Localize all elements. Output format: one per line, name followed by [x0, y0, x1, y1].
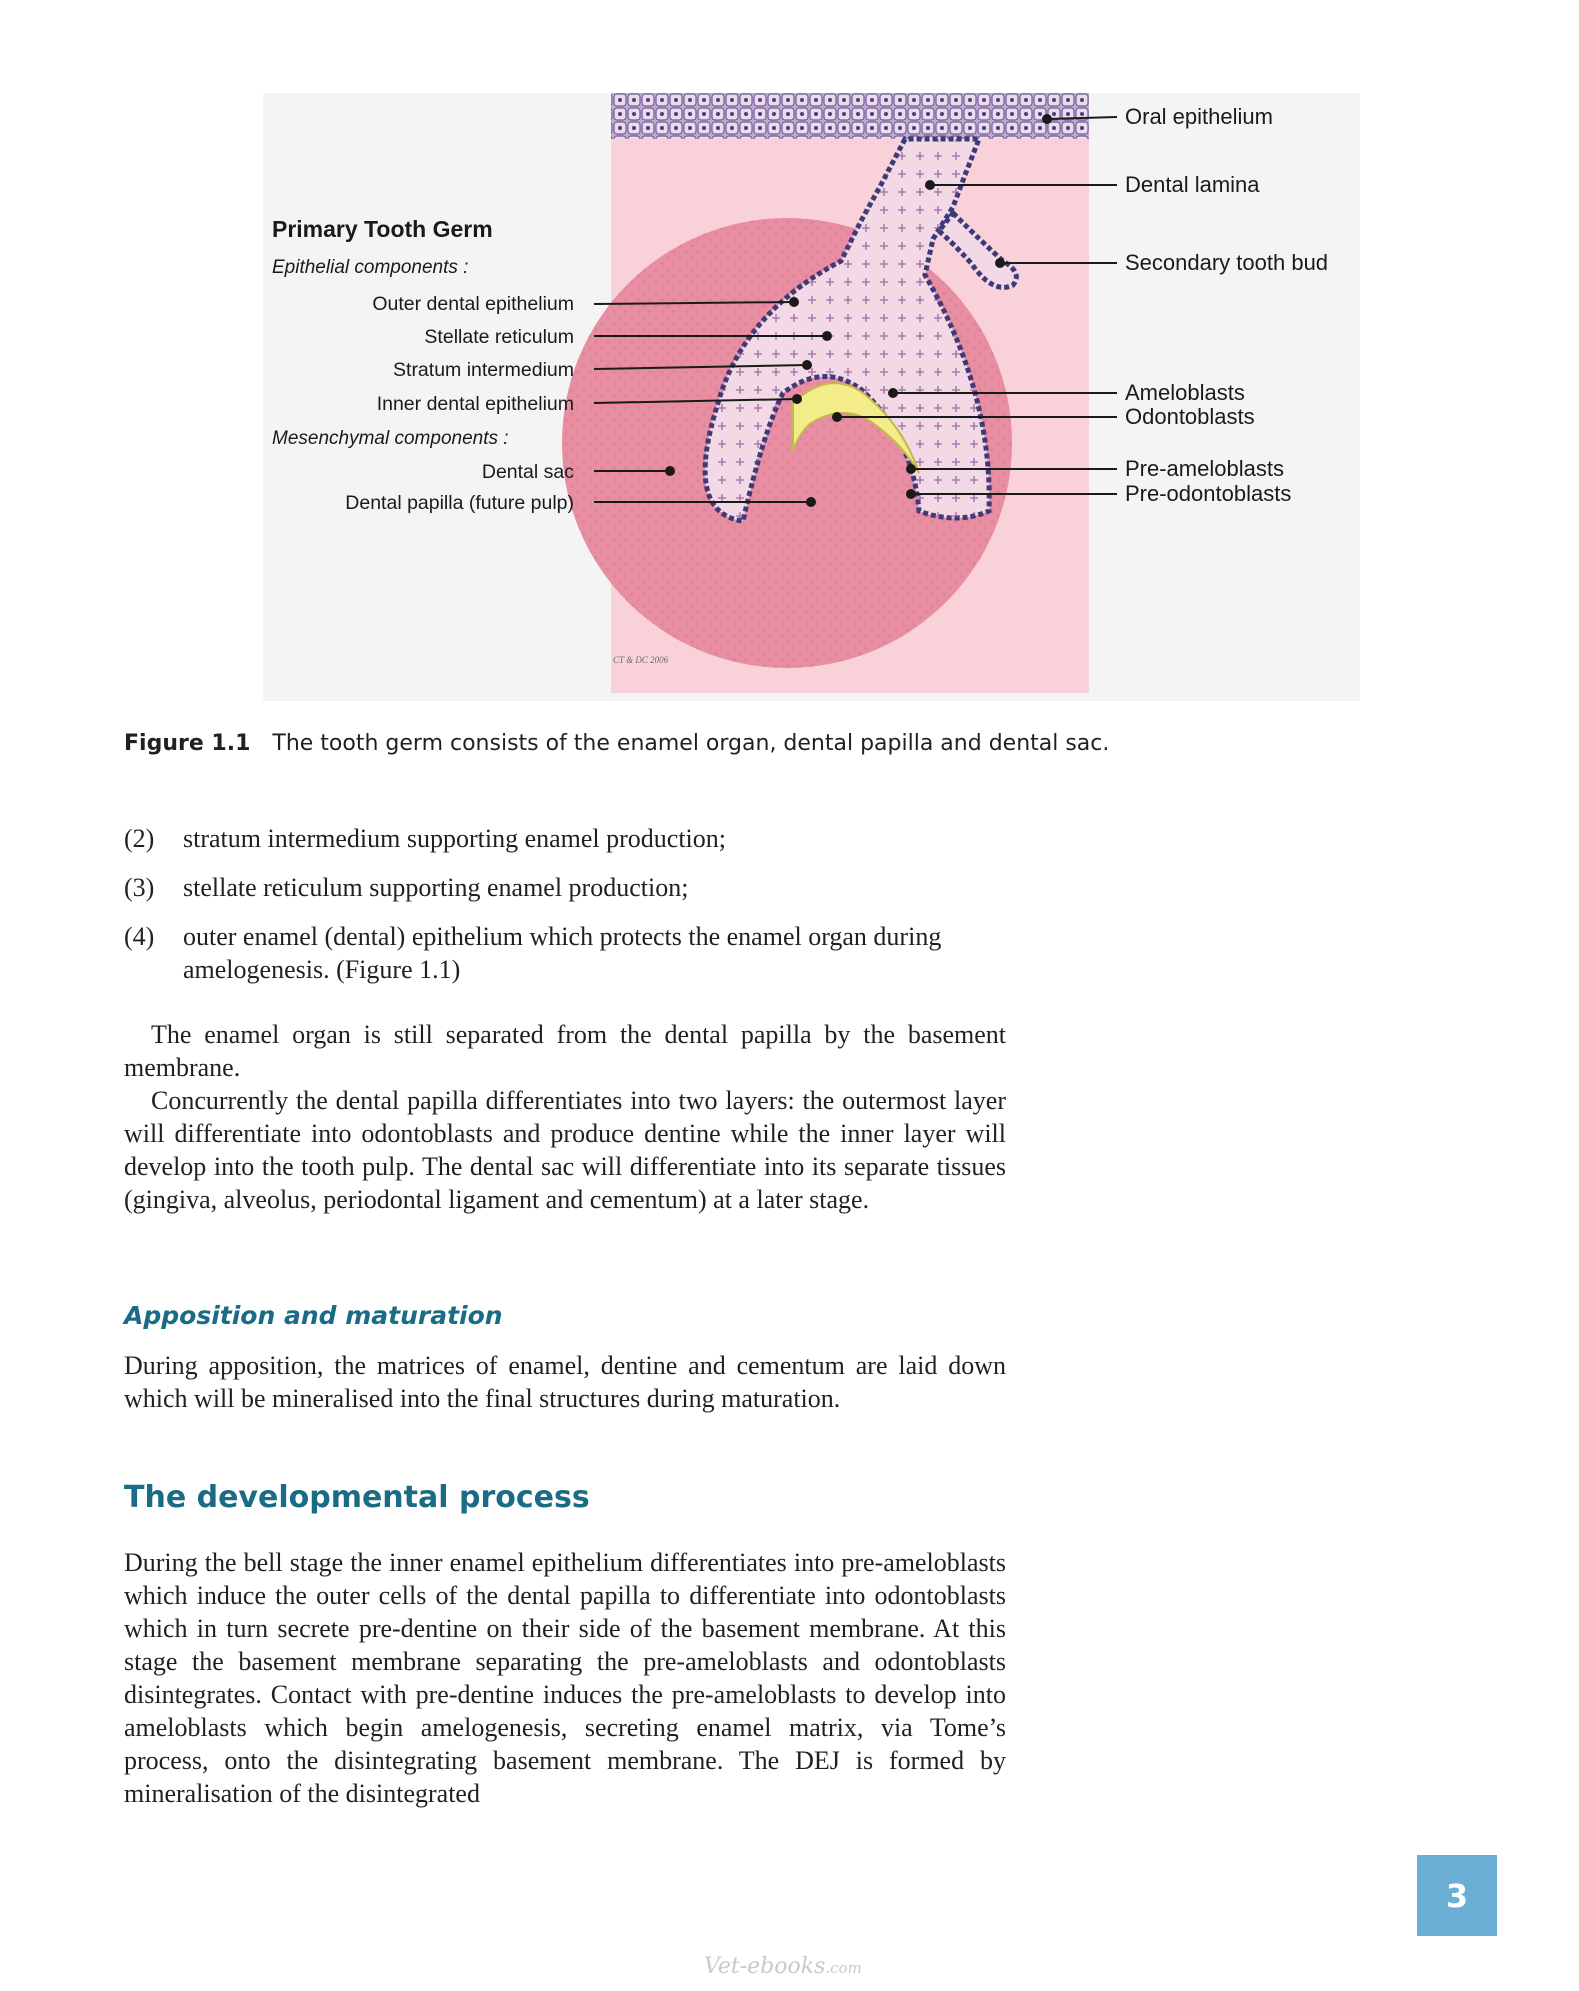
list-item-text: outer enamel (dental) epithelium which protects the enamel organ during amelogenesis. (Figure 1.1)	[183, 922, 942, 984]
paragraph-dental-papilla: Concurrently the dental papilla differentiates into two layers: the outermost layer will differentiate into odontoblasts and produce dentine while the inner layer will develop into the tooth pulp. The dental sac will differentiate into its separate tissues (gingiva, alveolus, periodontal ligament and cementum) at a later stage.	[124, 1086, 1006, 1214]
list-item-number: (3)	[124, 873, 155, 902]
figure-credit: CT & DC 2006	[613, 655, 669, 665]
figure-caption	[124, 731, 1124, 756]
watermark-suffix: .com	[825, 1959, 862, 1977]
figure-title: Primary Tooth Germ	[272, 216, 493, 242]
label-stellate-reticulum: Stellate reticulum	[424, 326, 574, 348]
oral-epithelium-band	[611, 93, 1089, 139]
label-oral-epithelium: Oral epithelium	[1125, 104, 1273, 129]
label-dental-sac: Dental sac	[481, 461, 574, 483]
paragraph-developmental-process: During the bell stage the inner enamel epithelium differentiates into pre-ameloblasts which induce the outer cells of the dental papilla to differentiate into odontoblasts which in turn secrete pre-dentine on their side of the basement membrane. At this stage the basement membrane separating the pre-ameloblasts and odontoblasts disintegrates. Contact with pre-dentine induces the pre-ameloblasts to develop into ameloblasts which begin amelogenesis, secreting enamel matrix, via Tome’s process, onto the disintegrating basement membrane. The DEJ is formed by mineralisation of the disintegrated	[124, 1548, 1006, 1808]
page-number: 3	[1417, 1855, 1497, 1936]
label-dental-papilla: Dental papilla (future pulp)	[345, 492, 574, 514]
subheading-apposition: Apposition and maturation	[124, 1301, 503, 1330]
label-inner-dental-epithelium: Inner dental epithelium	[376, 393, 574, 415]
list-item-number: (2)	[124, 824, 155, 853]
watermark-main: Vet-ebooks	[704, 1954, 826, 1979]
epithelial-heading: Epithelial components :	[272, 257, 469, 278]
paragraph-apposition: During apposition, the matrices of enamel, dentine and cementum are laid down which will be mineralised into the final structures during maturation.	[124, 1351, 1006, 1413]
label-stratum-intermedium: Stratum intermedium	[393, 359, 574, 381]
section-heading: The developmental process	[124, 1480, 590, 1515]
label-pre-odontoblasts: Pre-odontoblasts	[1125, 481, 1292, 506]
label-odontoblasts: Odontoblasts	[1125, 404, 1255, 429]
label-ameloblasts: Ameloblasts	[1125, 380, 1245, 405]
label-outer-dental-epithelium: Outer dental epithelium	[372, 293, 574, 315]
list-item-number: (4)	[124, 922, 155, 951]
label-secondary-tooth-bud: Secondary tooth bud	[1125, 250, 1329, 275]
mesenchymal-heading: Mesenchymal components :	[272, 428, 509, 449]
paragraph-basement-membrane: The enamel organ is still separated from the dental papilla by the basement membrane.	[124, 1020, 1006, 1082]
tooth-germ-figure	[263, 93, 1360, 701]
figure-caption-text: The tooth germ consists of the enamel organ, dental papilla and dental sac.	[272, 731, 1110, 756]
list-item-text: stratum intermedium supporting enamel production;	[183, 824, 727, 853]
figure-caption-label: Figure 1.1	[124, 731, 251, 756]
label-pre-ameloblasts: Pre-ameloblasts	[1125, 456, 1284, 481]
list-item-text: stellate reticulum supporting enamel production;	[183, 873, 689, 902]
watermark	[704, 1954, 862, 1979]
label-dental-lamina: Dental lamina	[1125, 172, 1260, 197]
